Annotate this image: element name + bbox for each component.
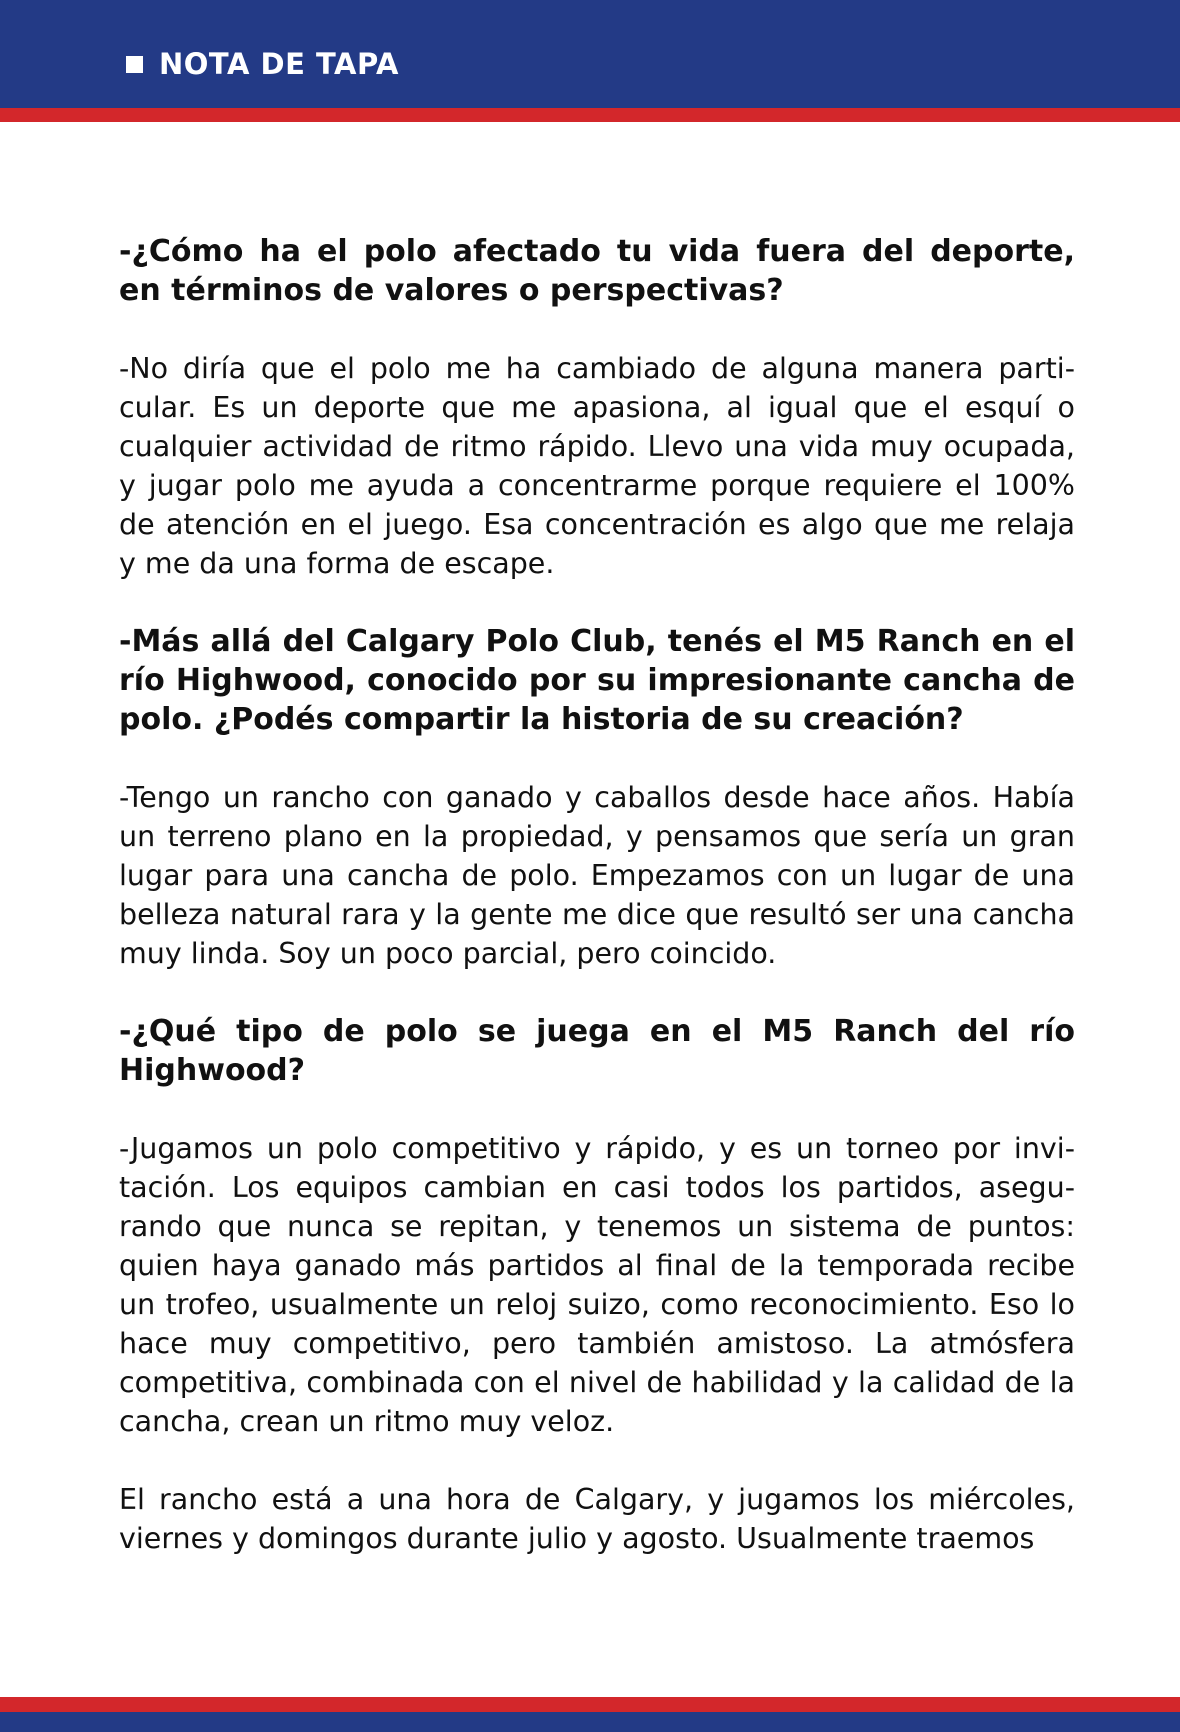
section-label-text: NOTA DE TAPA <box>159 47 399 81</box>
article-body <box>119 232 1075 1558</box>
footer-red-stripe <box>0 1697 1180 1712</box>
answer-3: -Jugamos un polo competitivo y rápido, y es un torneo por invitación. Los equipos cambian en casi todos los partidos, asegurando que nunca se repitan, y tenemos un sistema de puntos: quien haya ganado más partidos al final de la temporada recibe un trofeo, usualmente un reloj suizo, como reconocimiento. Eso lo hace muy competitivo, pero también amistoso. La atmósfera competitiva, combinada con el nivel de habilidad y la calidad de la cancha, crean un ritmo muy veloz. <box>119 1132 1075 1438</box>
question-1: -¿Cómo ha el polo afectado tu vida fuera del deporte, en términos de valores o perspectivas? <box>119 234 1075 308</box>
footer-blue-stripe <box>0 1712 1180 1732</box>
square-bullet-icon <box>126 56 143 73</box>
answer-1: -No diría que el polo me ha cambiado de alguna manera particular. Es un deporte que me apasiona, al igual que el esquí o cualquier actividad de ritmo rápido. Llevo una vida muy ocupada, y jugar polo me ayuda a concentrarme porque requiere el 100% de atención en el juego. Esa concentración es algo que me relaja y me da una forma de escape. <box>119 352 1075 580</box>
page-header-band <box>0 0 1180 108</box>
question-3: -¿Qué tipo de polo se juega en el M5 Ranch del río Highwood? <box>119 1014 1075 1088</box>
answer-2: -Tengo un rancho con ganado y caballos desde hace años. Había un terreno plano en la propiedad, y pensamos que sería un gran lugar para una cancha de polo. Empezamos con un lugar de una belleza natural rara y la gente me dice que resultó ser una cancha muy linda. Soy un poco parcial, pero coincido. <box>119 781 1075 970</box>
header-red-stripe <box>0 108 1180 122</box>
answer-3-continuation: El rancho está a una hora de Calgary, y jugamos los miércoles, viernes y domingos durante julio y agosto. Usualmente traemos <box>119 1483 1075 1555</box>
question-2: -Más allá del Calgary Polo Club, tenés el M5 Ranch en el río Highwood, conocido por su impresionante cancha de polo. ¿Podés compartir la historia de su creación? <box>119 624 1075 737</box>
section-label <box>126 47 399 81</box>
